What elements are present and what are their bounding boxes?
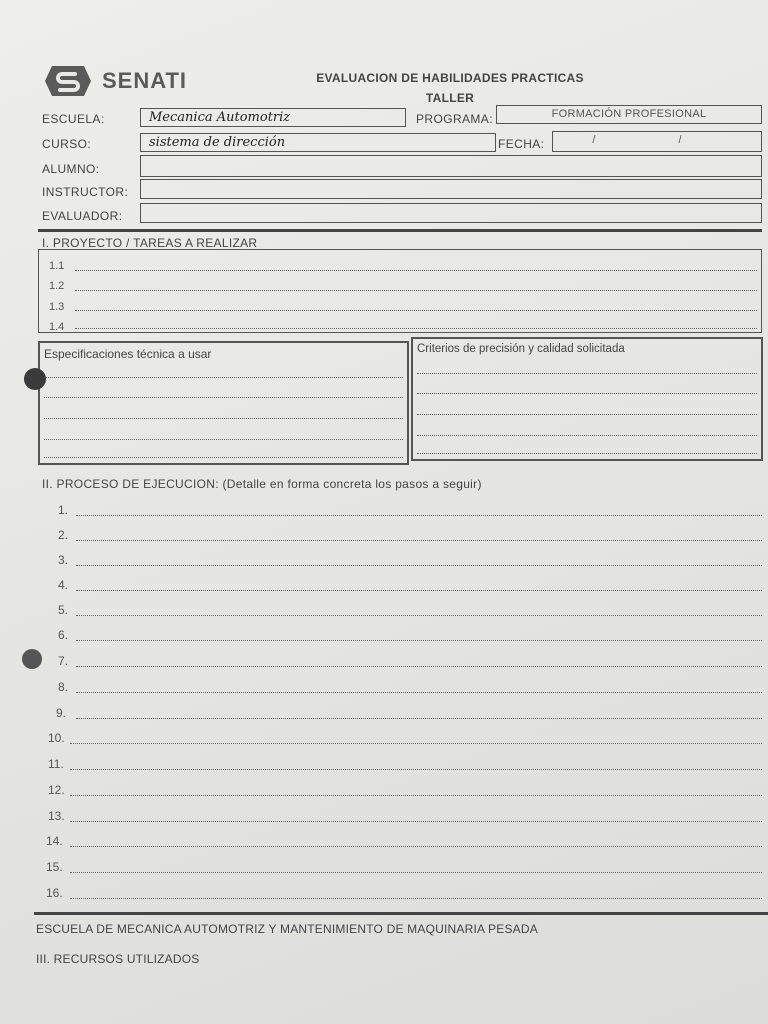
escuela-field[interactable] [140, 108, 406, 127]
alumno-label: ALUMNO: [42, 162, 100, 176]
step-9-line[interactable] [76, 718, 762, 719]
programa-label: PROGRAMA: [416, 112, 493, 126]
task-3-label: 1.3 [49, 301, 65, 313]
criteria-line [417, 414, 757, 415]
criteria-box[interactable] [411, 337, 763, 461]
specs-line [44, 457, 403, 458]
step-6-line[interactable] [76, 640, 762, 641]
criteria-line [417, 373, 757, 374]
step-10-line[interactable] [70, 743, 762, 744]
step-2-label: 2. [58, 528, 69, 542]
specs-box[interactable] [38, 341, 409, 465]
fecha-label: FECHA: [498, 137, 545, 151]
step-11-label: 11. [48, 757, 64, 771]
task-1-label: 1.1 [49, 260, 65, 272]
step-13-line[interactable] [70, 821, 762, 822]
step-12-line[interactable] [70, 795, 762, 796]
senati-logo-icon [44, 64, 92, 98]
step-3-label: 3. [58, 553, 69, 567]
step-14-line[interactable] [70, 846, 762, 847]
fecha-value: / / [592, 134, 722, 146]
specs-line [44, 439, 403, 440]
step-8-label: 8. [58, 680, 69, 694]
task-1-line[interactable] [75, 270, 757, 271]
task-3-line[interactable] [75, 310, 757, 311]
step-4-line[interactable] [76, 590, 762, 591]
step-15-line[interactable] [70, 872, 762, 873]
task-4-label: 1.4 [49, 321, 65, 333]
step-1-label: 1. [58, 503, 69, 517]
escuela-value: Mecanica Automotriz [149, 110, 291, 125]
footer-divider [34, 912, 768, 915]
step-16-line[interactable] [70, 898, 762, 899]
section-1-title: I. PROYECTO / TAREAS A REALIZAR [42, 236, 258, 250]
step-1-line[interactable] [76, 515, 762, 516]
senati-logo [44, 64, 187, 98]
escuela-label: ESCUELA: [42, 112, 105, 126]
step-14-label: 14. [46, 834, 63, 848]
specs-line [44, 377, 403, 378]
title-line-1: EVALUACION DE HABILIDADES PRACTICAS [316, 71, 584, 85]
instructor-label: INSTRUCTOR: [42, 185, 129, 199]
step-15-label: 15. [46, 860, 63, 874]
document-title [300, 68, 600, 108]
step-13-label: 13. [48, 809, 65, 823]
curso-field[interactable] [140, 133, 496, 152]
curso-value: sistema de dirección [149, 135, 286, 150]
section-3-title: III. RECURSOS UTILIZADOS [36, 952, 200, 966]
step-5-line[interactable] [76, 615, 762, 616]
step-5-label: 5. [58, 603, 69, 617]
step-7-line[interactable] [76, 666, 762, 667]
section-2-title: II. PROCESO DE EJECUCION: (Detalle en forma concreta los pasos a seguir) [42, 477, 482, 491]
step-11-line[interactable] [70, 769, 762, 770]
task-4-line[interactable] [75, 328, 757, 329]
evaluador-label: EVALUADOR: [42, 209, 123, 223]
evaluador-field[interactable] [140, 203, 762, 223]
step-6-label: 6. [58, 628, 69, 642]
punch-hole [24, 368, 46, 390]
step-2-line[interactable] [76, 540, 762, 541]
programa-field[interactable] [496, 105, 762, 124]
specs-title: Especificaciones técnica a usar [44, 347, 212, 361]
step-9-label: 9. [56, 706, 67, 720]
criteria-title: Criterios de precisión y calidad solicitada [417, 343, 625, 355]
specs-line [44, 397, 403, 398]
step-3-line[interactable] [76, 565, 762, 566]
task-2-line[interactable] [75, 290, 757, 291]
divider [38, 229, 762, 232]
step-10-label: 10. [48, 731, 65, 745]
criteria-line [417, 435, 757, 436]
task-2-label: 1.2 [49, 280, 65, 292]
curso-label: CURSO: [42, 137, 92, 151]
step-16-label: 16. [46, 886, 63, 900]
criteria-line [417, 453, 757, 454]
instructor-field[interactable] [140, 179, 762, 199]
fecha-field[interactable] [552, 131, 762, 152]
title-line-2: TALLER [425, 91, 475, 105]
alumno-field[interactable] [140, 155, 762, 177]
step-7-label: 7. [58, 654, 69, 668]
step-12-label: 12. [48, 783, 65, 797]
step-8-line[interactable] [76, 692, 762, 693]
tasks-table [38, 249, 762, 333]
school-name: ESCUELA DE MECANICA AUTOMOTRIZ Y MANTENIMIENTO DE MAQUINARIA PESADA [36, 922, 538, 936]
punch-hole [22, 649, 42, 669]
programa-value: FORMACIÓN PROFESIONAL [551, 108, 707, 120]
specs-line [44, 418, 403, 419]
step-4-label: 4. [58, 578, 69, 592]
logo-text: SENATI [102, 68, 188, 93]
criteria-line [417, 393, 757, 394]
